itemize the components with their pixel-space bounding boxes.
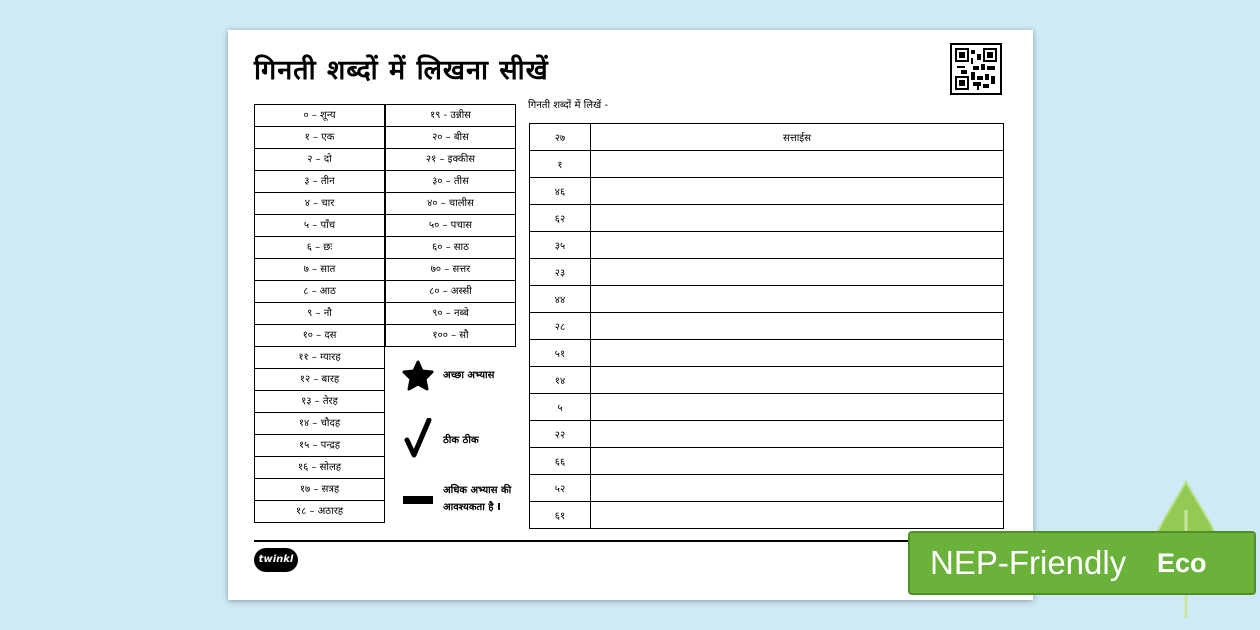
exercise-number: ६१ xyxy=(530,502,591,529)
qr-code[interactable] xyxy=(950,43,1002,95)
table-row xyxy=(255,105,385,127)
exercise-number: २२ xyxy=(530,421,591,448)
legend-label-good: अच्छा अभ्यास xyxy=(443,370,495,381)
reference-right-cell: ७० – सत्तर xyxy=(386,259,516,281)
exercise-answer-field[interactable] xyxy=(591,232,1004,259)
exercise-number: २८ xyxy=(530,313,591,340)
exercise-answer-field[interactable] xyxy=(591,313,1004,340)
table-row xyxy=(386,303,516,325)
footer-divider xyxy=(254,540,1004,542)
exercise-number: ४४ xyxy=(530,286,591,313)
reference-right-cell: १९ - उन्नीस xyxy=(386,105,516,127)
reference-left-cell: १० – दस xyxy=(255,325,385,347)
dash-icon xyxy=(401,495,435,505)
reference-left-cell: ४ – चार xyxy=(255,193,385,215)
reference-right-cell: ४० – चालीस xyxy=(386,193,516,215)
legend-label-more-practice-2: आवश्यकता है I xyxy=(443,502,501,513)
table-row xyxy=(386,105,516,127)
reference-left-cell: १५ – पन्द्रह xyxy=(255,435,385,457)
page-title: गिनती शब्दों में लिखना सीखें xyxy=(254,55,549,86)
reference-right-cell: ५० – पचास xyxy=(386,215,516,237)
reference-table-right xyxy=(385,104,516,347)
exercise-number: १ xyxy=(530,151,591,178)
nep-friendly-label: NEP-Friendly xyxy=(930,544,1127,581)
exercise-number: ६६ xyxy=(530,448,591,475)
table-row xyxy=(530,448,1004,475)
table-row xyxy=(530,151,1004,178)
exercise-number: २३ xyxy=(530,259,591,286)
reference-left-cell: १ – एक xyxy=(255,127,385,149)
reference-table-left xyxy=(254,104,385,523)
twinkl-logo: twinkl xyxy=(254,548,298,572)
table-row xyxy=(530,232,1004,259)
reference-left-cell: ३ – तीन xyxy=(255,171,385,193)
checkmark-icon xyxy=(401,418,435,458)
legend-label-okay: ठीक ठीक xyxy=(443,435,479,446)
exercise-number: २७ xyxy=(530,124,591,151)
reference-left-cell: ७ – सात xyxy=(255,259,385,281)
table-row xyxy=(255,127,385,149)
exercise-answer-field[interactable] xyxy=(591,421,1004,448)
table-row xyxy=(255,435,385,457)
exercise-answer-field[interactable] xyxy=(591,151,1004,178)
table-row xyxy=(255,347,385,369)
reference-left-cell: ० – शून्य xyxy=(255,105,385,127)
table-row xyxy=(255,457,385,479)
table-row xyxy=(386,281,516,303)
reference-right-cell: २१ – इक्कीस xyxy=(386,149,516,171)
reference-right-cell: ९० – नब्बे xyxy=(386,303,516,325)
exercise-answer-field[interactable] xyxy=(591,502,1004,529)
table-row xyxy=(530,394,1004,421)
reference-left-cell: २ – दो xyxy=(255,149,385,171)
table-row xyxy=(530,502,1004,529)
reference-left-cell: १४ – चौदह xyxy=(255,413,385,435)
table-row xyxy=(530,259,1004,286)
exercise-table xyxy=(529,123,1004,529)
reference-left-cell: १२ – बारह xyxy=(255,369,385,391)
table-row xyxy=(530,475,1004,502)
table-row xyxy=(530,367,1004,394)
reference-left-cell: ८ – आठ xyxy=(255,281,385,303)
table-row xyxy=(255,193,385,215)
table-row xyxy=(255,479,385,501)
reference-right-cell: ३० – तीस xyxy=(386,171,516,193)
reference-left-cell: ९ – नौ xyxy=(255,303,385,325)
table-row xyxy=(255,237,385,259)
eco-label: Eco xyxy=(1157,548,1207,578)
table-row xyxy=(255,369,385,391)
reference-left-cell: ६ – छः xyxy=(255,237,385,259)
reference-right-cell: ८० – अस्सी xyxy=(386,281,516,303)
worksheet xyxy=(228,30,1033,600)
table-row xyxy=(255,501,385,523)
instruction-text: गिनती शब्दों में लिखें - xyxy=(528,100,608,111)
reference-left-cell: १७ – सत्रह xyxy=(255,479,385,501)
table-row xyxy=(255,391,385,413)
table-row xyxy=(386,259,516,281)
star-icon xyxy=(401,360,435,392)
table-row xyxy=(530,124,1004,151)
exercise-answer-field[interactable] xyxy=(591,286,1004,313)
reference-left-cell: १६ – सोलह xyxy=(255,457,385,479)
table-row xyxy=(386,215,516,237)
exercise-number: ४६ xyxy=(530,178,591,205)
legend-label-more-practice-1: अधिक अभ्यास की xyxy=(443,485,512,496)
exercise-answer-field[interactable] xyxy=(591,475,1004,502)
exercise-answer-field[interactable]: सत्ताईस xyxy=(591,124,1004,151)
reference-left-cell: ५ – पाँच xyxy=(255,215,385,237)
table-row xyxy=(530,421,1004,448)
exercise-number: ६२ xyxy=(530,205,591,232)
table-row xyxy=(255,171,385,193)
reference-right-cell: ६० – साठ xyxy=(386,237,516,259)
qr-code-icon xyxy=(955,48,997,90)
table-row xyxy=(255,215,385,237)
table-row xyxy=(530,205,1004,232)
table-row xyxy=(255,259,385,281)
reference-right-cell: १०० – सौ xyxy=(386,325,516,347)
table-row xyxy=(255,281,385,303)
table-row xyxy=(255,413,385,435)
table-row xyxy=(530,340,1004,367)
exercise-number: ३५ xyxy=(530,232,591,259)
exercise-number: ५ xyxy=(530,394,591,421)
table-row xyxy=(530,313,1004,340)
table-row xyxy=(255,149,385,171)
table-row xyxy=(386,193,516,215)
exercise-answer-field[interactable] xyxy=(591,448,1004,475)
table-row xyxy=(386,127,516,149)
exercise-answer-field[interactable] xyxy=(591,178,1004,205)
exercise-answer-field[interactable] xyxy=(591,367,1004,394)
exercise-answer-field[interactable] xyxy=(591,340,1004,367)
exercise-number: ५१ xyxy=(530,340,591,367)
reference-right-cell: २० – बीस xyxy=(386,127,516,149)
table-row xyxy=(530,178,1004,205)
exercise-answer-field[interactable] xyxy=(591,394,1004,421)
exercise-answer-field[interactable] xyxy=(591,205,1004,232)
exercise-number: १४ xyxy=(530,367,591,394)
exercise-answer-field[interactable] xyxy=(591,259,1004,286)
table-row xyxy=(386,237,516,259)
table-row xyxy=(386,325,516,347)
exercise-number: ५२ xyxy=(530,475,591,502)
reference-left-cell: ११ – ग्यारह xyxy=(255,347,385,369)
reference-left-cell: १३ – तेरह xyxy=(255,391,385,413)
table-row xyxy=(530,286,1004,313)
reference-left-cell: १८ – अठारह xyxy=(255,501,385,523)
table-row xyxy=(255,303,385,325)
table-row xyxy=(386,171,516,193)
table-row xyxy=(255,325,385,347)
table-row xyxy=(386,149,516,171)
